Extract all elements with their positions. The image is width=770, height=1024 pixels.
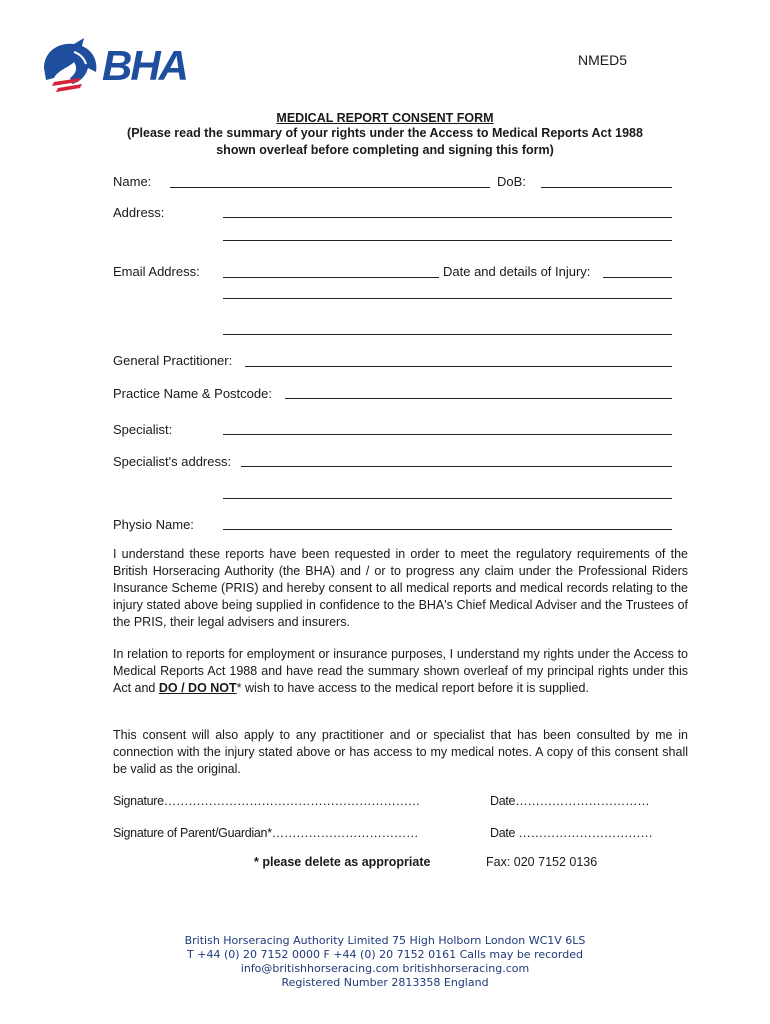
name-label: Name: [113,174,152,189]
specialist-field[interactable] [223,434,672,435]
specialist-address-field-1[interactable] [241,466,672,467]
consent-paragraph-3: This consent will also apply to any practitioner and or specialist that has been consulted by me in connection with the injury stated above or has access to my medical notes. A copy of this consent shall be valid as the original. [113,728,688,776]
footer-line-1: British Horseracing Authority Limited 75 High Holborn London WC1V 6LS [184,934,586,947]
paragraph-2-text-a: In relation to reports for employment or insurance purposes, I understand my rights under the Access to Medical Reports Act 1988 and have read the summary shown overleaf of my principal rights under this Act and [113,647,688,695]
address-label: Address: [113,205,165,220]
address-field-1[interactable] [223,217,672,218]
email-label: Email Address: [113,264,200,279]
email-field[interactable] [223,277,439,278]
address-field-2[interactable] [223,240,672,241]
footer-line-4: Registered Number 2813358 England [281,976,489,989]
injury-field-1[interactable] [603,277,672,278]
specialist-address-label: Specialist's address: [113,454,232,469]
form-title: MEDICAL REPORT CONSENT FORM [276,111,494,125]
date-field-2[interactable]: Date …………………………… [490,826,653,840]
form-subtitle-1: (Please read the summary of your rights under the Access to Medical Reports Act 1988 [127,126,643,140]
specialist-label: Specialist: [113,422,173,437]
dob-field[interactable] [541,187,672,188]
parent-signature-field[interactable]: Signature of Parent/Guardian*……………………………… [113,826,419,840]
gp-field[interactable] [245,366,672,367]
physio-label: Physio Name: [113,517,194,532]
date-field-1[interactable]: Date…………………………… [490,794,650,808]
paragraph-2-text-b: * wish to have access to the medical report before it is supplied. [236,681,589,695]
injury-label: Date and details of Injury: [443,264,591,279]
logo-text: BHA [102,42,187,89]
do-do-not-choice: DO / DO NOT [158,681,237,695]
form-subtitle-2: shown overleaf before completing and signing this form) [216,143,554,157]
footer-line-3: info@britishhorseracing.com britishhorseracing.com [240,962,530,975]
form-code: NMED5 [578,52,628,68]
delete-note: * please delete as appropriate [254,855,431,869]
specialist-address-field-2[interactable] [223,498,672,499]
gp-label: General Practitioner: [113,353,233,368]
physio-field[interactable] [223,529,672,530]
injury-field-3[interactable] [223,334,672,335]
practice-label: Practice Name & Postcode: [113,386,272,401]
footer-line-2: T +44 (0) 20 7152 0000 F +44 (0) 20 7152 0161 Calls may be recorded [187,948,583,961]
injury-field-2[interactable] [223,298,672,299]
bha-logo [40,38,200,94]
consent-paragraph-2 [113,646,688,697]
practice-field[interactable] [285,398,672,399]
signature-field[interactable]: Signature……………………………………………………… [113,794,421,808]
dob-label: DoB: [497,174,526,189]
fax-number: Fax: 020 7152 0136 [486,855,598,869]
name-field[interactable] [170,187,490,188]
consent-paragraph-1: I understand these reports have been requested in order to meet the regulatory requirements of the British Horseracing Authority (the BHA) and / or to progress any claim under the Professional Riders Insurance Scheme (PRIS) and hereby consent to all medical reports and medical records relating to the injury stated above being supplied in confidence to the BHA's Chief Medical Adviser and the Trustees of the PRIS, their legal advisers and insurers. [113,547,688,629]
